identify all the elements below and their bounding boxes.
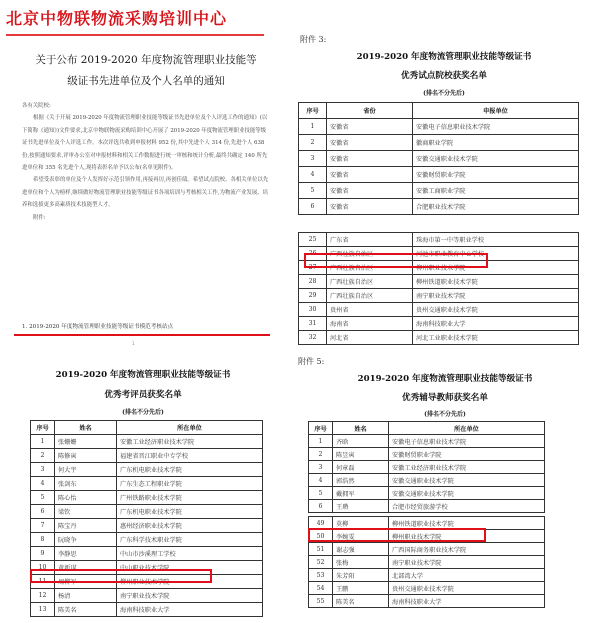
- row-unit: 合肥职业技术学院: [413, 199, 579, 215]
- row-number: 4: [31, 477, 55, 491]
- table-row: [309, 487, 545, 500]
- table-row: [299, 233, 579, 247]
- row-number: 2: [309, 448, 333, 461]
- table-row: [309, 556, 545, 569]
- row-number: 9: [31, 547, 55, 561]
- row-name: 何大宇: [55, 463, 117, 477]
- row-name: 陈昱寅: [333, 448, 389, 461]
- table-row: [309, 461, 545, 474]
- row-number: 3: [31, 463, 55, 477]
- row-unit: 珠海市第一中等职业学校: [413, 233, 579, 247]
- row-name: 广东省: [327, 233, 413, 247]
- row-number: 1: [31, 435, 55, 449]
- row-unit: 广东生态工程职业学院: [117, 477, 263, 491]
- notice-salutation: 各有关院校:: [22, 103, 51, 109]
- evaluators-highlight-box: [30, 569, 212, 583]
- row-number: 50: [309, 530, 333, 543]
- table-row: [299, 199, 579, 215]
- row-number: 8: [31, 533, 55, 547]
- row-number: 2: [299, 135, 327, 151]
- row-name: 陈宝丹: [55, 519, 117, 533]
- row-number: 6: [299, 199, 327, 215]
- row-name: 谢志强: [333, 543, 389, 556]
- row-unit: 北部湾大学: [389, 569, 545, 582]
- teachers-page: [290, 350, 600, 623]
- row-unit: 广东机电职业技术学院: [117, 463, 263, 477]
- row-number: 26: [299, 247, 327, 261]
- table-row: [299, 331, 579, 345]
- row-name: 安徽省: [327, 119, 413, 135]
- row-unit: 安徽工业经济职业技术学院: [117, 435, 263, 449]
- row-unit: 安徽财贸职业学院: [413, 167, 579, 183]
- table-row: [31, 491, 263, 505]
- teachers-highlight-box: [308, 528, 486, 542]
- table-row: [31, 463, 263, 477]
- column-header: 序号: [299, 103, 327, 119]
- row-number: 5: [299, 183, 327, 199]
- row-name: 安徽省: [327, 167, 413, 183]
- table-row: [299, 167, 579, 183]
- schools-table-bottom: [298, 232, 579, 345]
- table-row: [299, 289, 579, 303]
- row-name: 齐晗: [333, 435, 389, 448]
- table-row: [309, 582, 545, 595]
- row-number: 6: [31, 505, 55, 519]
- row-name: 何章磊: [333, 461, 389, 474]
- row-unit: 海南科技职业大学: [389, 595, 545, 608]
- table-row: [31, 435, 263, 449]
- row-unit: 柳州职业技术学院: [413, 261, 579, 275]
- teachers-title-line2: 优秀辅导教师获奖名单: [402, 393, 488, 403]
- table-row: [299, 151, 579, 167]
- table-row: [309, 435, 545, 448]
- row-number: 11: [31, 575, 55, 589]
- row-name: 广西壮族自治区: [327, 289, 413, 303]
- row-name: 安徽省: [327, 151, 413, 167]
- row-number: 29: [299, 289, 327, 303]
- row-number: 13: [31, 603, 55, 617]
- row-name: 安徽省: [327, 135, 413, 151]
- row-name: 张梅: [333, 556, 389, 569]
- row-unit: 徽商职业学院: [413, 135, 579, 151]
- row-unit: 河北工业职业技术学院: [413, 331, 579, 345]
- row-unit: 贵州交通职业技术学院: [413, 303, 579, 317]
- row-unit: 安徽工业经济职业技术学院: [389, 461, 545, 474]
- table-row: [309, 543, 545, 556]
- table-row: [31, 505, 263, 519]
- row-unit: 安徽交通职业技术学院: [389, 487, 545, 500]
- row-name: 梁钦: [55, 505, 117, 519]
- row-unit: 广西国际商务职业技术学院: [389, 543, 545, 556]
- table-row: [299, 317, 579, 331]
- table-row: [299, 119, 579, 135]
- row-unit: 海南科技职业大学: [413, 317, 579, 331]
- row-name: 郭浩然: [333, 474, 389, 487]
- teachers-attach-label: 附件 5:: [298, 357, 325, 366]
- row-unit: 广州铁路职业技术学院: [117, 491, 263, 505]
- row-number: 32: [299, 331, 327, 345]
- row-unit: 惠州经济职业技术学院: [117, 519, 263, 533]
- table-row: [309, 448, 545, 461]
- table-row: [309, 500, 545, 513]
- row-unit: 中山市沙溪理工学校: [117, 547, 263, 561]
- table-header-row: [309, 422, 545, 435]
- row-number: 28: [299, 275, 327, 289]
- row-number: 53: [309, 569, 333, 582]
- row-number: 27: [299, 261, 327, 275]
- row-number: 52: [309, 556, 333, 569]
- row-name: 贵州省: [327, 303, 413, 317]
- row-name: 河北省: [327, 331, 413, 345]
- row-unit: 柳州铁道职业技术学院: [413, 275, 579, 289]
- row-name: 广西壮族自治区: [327, 247, 413, 261]
- row-unit: 贵州交通职业技术学院: [389, 582, 545, 595]
- row-unit: 安徽交通职业技术学院: [413, 151, 579, 167]
- table-row: [299, 135, 579, 151]
- row-name: 陈美名: [333, 595, 389, 608]
- notice-body: [22, 100, 270, 224]
- row-number: 1: [299, 119, 327, 135]
- row-unit: 安徽电子信息职业技术学院: [389, 435, 545, 448]
- row-unit: 安徽电子信息职业技术学院: [413, 119, 579, 135]
- row-unit: 海南科技职业大学: [117, 603, 263, 617]
- row-number: 4: [309, 474, 333, 487]
- row-name: 朱芳阳: [333, 569, 389, 582]
- row-unit: 福建省晋江职业中专学校: [117, 449, 263, 463]
- table-row: [309, 569, 545, 582]
- table-row: [31, 449, 263, 463]
- row-number: 25: [299, 233, 327, 247]
- page-number: 1: [132, 341, 135, 346]
- column-header: 序号: [309, 422, 333, 435]
- notice-page: [0, 0, 282, 348]
- center-headline: 北京中物联物流采购培训中心: [6, 9, 228, 28]
- table-row: [309, 595, 545, 608]
- evaluators-note: (排名不分先后): [122, 409, 164, 416]
- row-number: 51: [309, 543, 333, 556]
- row-name: 陈心怡: [55, 491, 117, 505]
- column-header: 姓名: [333, 422, 389, 435]
- teachers-table-top: [308, 421, 545, 513]
- row-name: 王鹏: [333, 582, 389, 595]
- row-number: 49: [309, 517, 333, 530]
- row-name: 王瓒: [333, 500, 389, 513]
- row-unit: 河池市职业教育中心学校: [413, 247, 579, 261]
- row-name: 戴拥军: [333, 487, 389, 500]
- column-header: 姓名: [55, 421, 117, 435]
- schools-title-line2: 优秀试点院校获奖名单: [401, 71, 487, 81]
- row-name: 黄新谋: [55, 561, 117, 575]
- row-name: 张姗姗: [55, 435, 117, 449]
- teachers-note: (排名不分先后): [424, 411, 466, 418]
- notice-title-line2: 级证书先进单位及个人名单的通知: [67, 75, 225, 87]
- table-row: [31, 533, 263, 547]
- row-number: 5: [31, 491, 55, 505]
- table-row: [31, 547, 263, 561]
- row-number: 1: [309, 435, 333, 448]
- row-number: 31: [299, 317, 327, 331]
- notice-paragraph-2: 希望受表彰的单位及个人发挥好示范引领作用,再接再厉,再创佳绩。希望试点院校、各相关单位以先进单位和个人为榜样,继续做好物流管理职业技能等级证书各项培训与考核相关工作,为物流产业发展、培养和选拔更多高素质技术技能型人才。: [22, 177, 269, 209]
- table-row: [31, 603, 263, 617]
- column-header: 省份: [327, 103, 413, 119]
- row-number: 4: [299, 167, 327, 183]
- notice-attachment-line: 1. 2019-2020 年度物流管理职业技能等级证书模范考核站点: [22, 324, 174, 330]
- row-name: 陈修寅: [55, 449, 117, 463]
- row-name: 安徽省: [327, 183, 413, 199]
- row-number: 3: [299, 151, 327, 167]
- table-row: [299, 303, 579, 317]
- notice-attachment-label: 附件:: [33, 214, 46, 221]
- row-unit: 南宁职业技术学院: [413, 289, 579, 303]
- row-number: 54: [309, 582, 333, 595]
- row-unit: 南宁职业技术学院: [117, 589, 263, 603]
- row-number: 5: [309, 487, 333, 500]
- row-unit: 广东机电职业技术学院: [117, 505, 263, 519]
- row-number: 7: [31, 519, 55, 533]
- row-unit: 安徽财贸职业学院: [389, 448, 545, 461]
- schools-attach-label: 附件 3:: [300, 35, 327, 44]
- table-header-row: [31, 421, 263, 435]
- row-unit: 安徽工商职业学院: [413, 183, 579, 199]
- row-name: 张剑东: [55, 477, 117, 491]
- row-name: 周柳军: [55, 575, 117, 589]
- headline-underline: [6, 34, 264, 36]
- evaluators-title-line1: 2019-2020 年度物流管理职业技能等级证书: [55, 370, 231, 380]
- table-row: [299, 275, 579, 289]
- row-unit: 安徽交通职业技术学院: [389, 474, 545, 487]
- row-unit: 中山职业技术学院: [117, 561, 263, 575]
- row-number: 12: [31, 589, 55, 603]
- row-unit: 柳州职业技术学院: [389, 530, 545, 543]
- row-number: 3: [309, 461, 333, 474]
- row-name: 阮晓争: [55, 533, 117, 547]
- row-name: 莫柳: [333, 517, 389, 530]
- schools-page: [284, 0, 600, 370]
- row-number: 6: [309, 500, 333, 513]
- table-row: [31, 589, 263, 603]
- teachers-title-line1: 2019-2020 年度物流管理职业技能等级证书: [357, 374, 533, 384]
- evaluators-page: [0, 350, 284, 623]
- row-unit: 南宁职业技术学院: [389, 556, 545, 569]
- row-name: 陈美名: [55, 603, 117, 617]
- table-row: [299, 183, 579, 199]
- notice-paragraph-1: 根据《关于开展 2019-2020 年度物流管理职业技能等级证书先进单位及个人评选工作的通知》(以下简称《通知》)文件要求,北京中物联物流采购培训中心开展了 2019-2020 年度物流管理职业技能等级证书先进单位及个人评选工作。本次评选共收到申报材料 952 份,其中先进个人 314 份,先进个人 638 份,按照通知要求,评审办公室对申报材料和相关工作数据进行统一审核和统计分析,最终共确定 140 所先进单位和 355 名先进个人,现将表彰名单予以公布(名单见附件)。: [22, 115, 268, 172]
- row-name: 安徽省: [327, 199, 413, 215]
- notice-title-line1: 关于公布 2019-2020 年度物流管理职业技能等: [35, 54, 257, 66]
- attachment-red-underline: [14, 334, 270, 336]
- schools-title-line1: 2019-2020 年度物流管理职业技能等级证书: [356, 52, 532, 62]
- table-header-row: [299, 103, 579, 119]
- schools-table-top: [298, 102, 579, 215]
- table-row: [309, 474, 545, 487]
- row-unit: 柳州铁道职业技术学院: [389, 517, 545, 530]
- table-row: [31, 519, 263, 533]
- column-header: 所在单位: [389, 422, 545, 435]
- row-number: 2: [31, 449, 55, 463]
- evaluators-title-line2: 优秀考评员获奖名单: [104, 390, 182, 400]
- row-number: 30: [299, 303, 327, 317]
- row-name: 李婉雯: [333, 530, 389, 543]
- row-name: 杨清: [55, 589, 117, 603]
- column-header: 序号: [31, 421, 55, 435]
- row-unit: 合肥市经贸旅游学校: [389, 500, 545, 513]
- evaluators-table: [30, 420, 263, 617]
- row-name: 广西壮族自治区: [327, 261, 413, 275]
- row-unit: 柳州职业技术学院: [117, 575, 263, 589]
- row-name: 广西壮族自治区: [327, 275, 413, 289]
- schools-note: (排名不分先后): [423, 90, 465, 97]
- column-header: 所在单位: [117, 421, 263, 435]
- row-unit: 广东科学技术职业学院: [117, 533, 263, 547]
- row-name: 海南省: [327, 317, 413, 331]
- row-name: 李静思: [55, 547, 117, 561]
- table-row: [31, 477, 263, 491]
- schools-highlight-box: [304, 253, 488, 268]
- row-number: 55: [309, 595, 333, 608]
- column-header: 申报单位: [413, 103, 579, 119]
- row-number: 10: [31, 561, 55, 575]
